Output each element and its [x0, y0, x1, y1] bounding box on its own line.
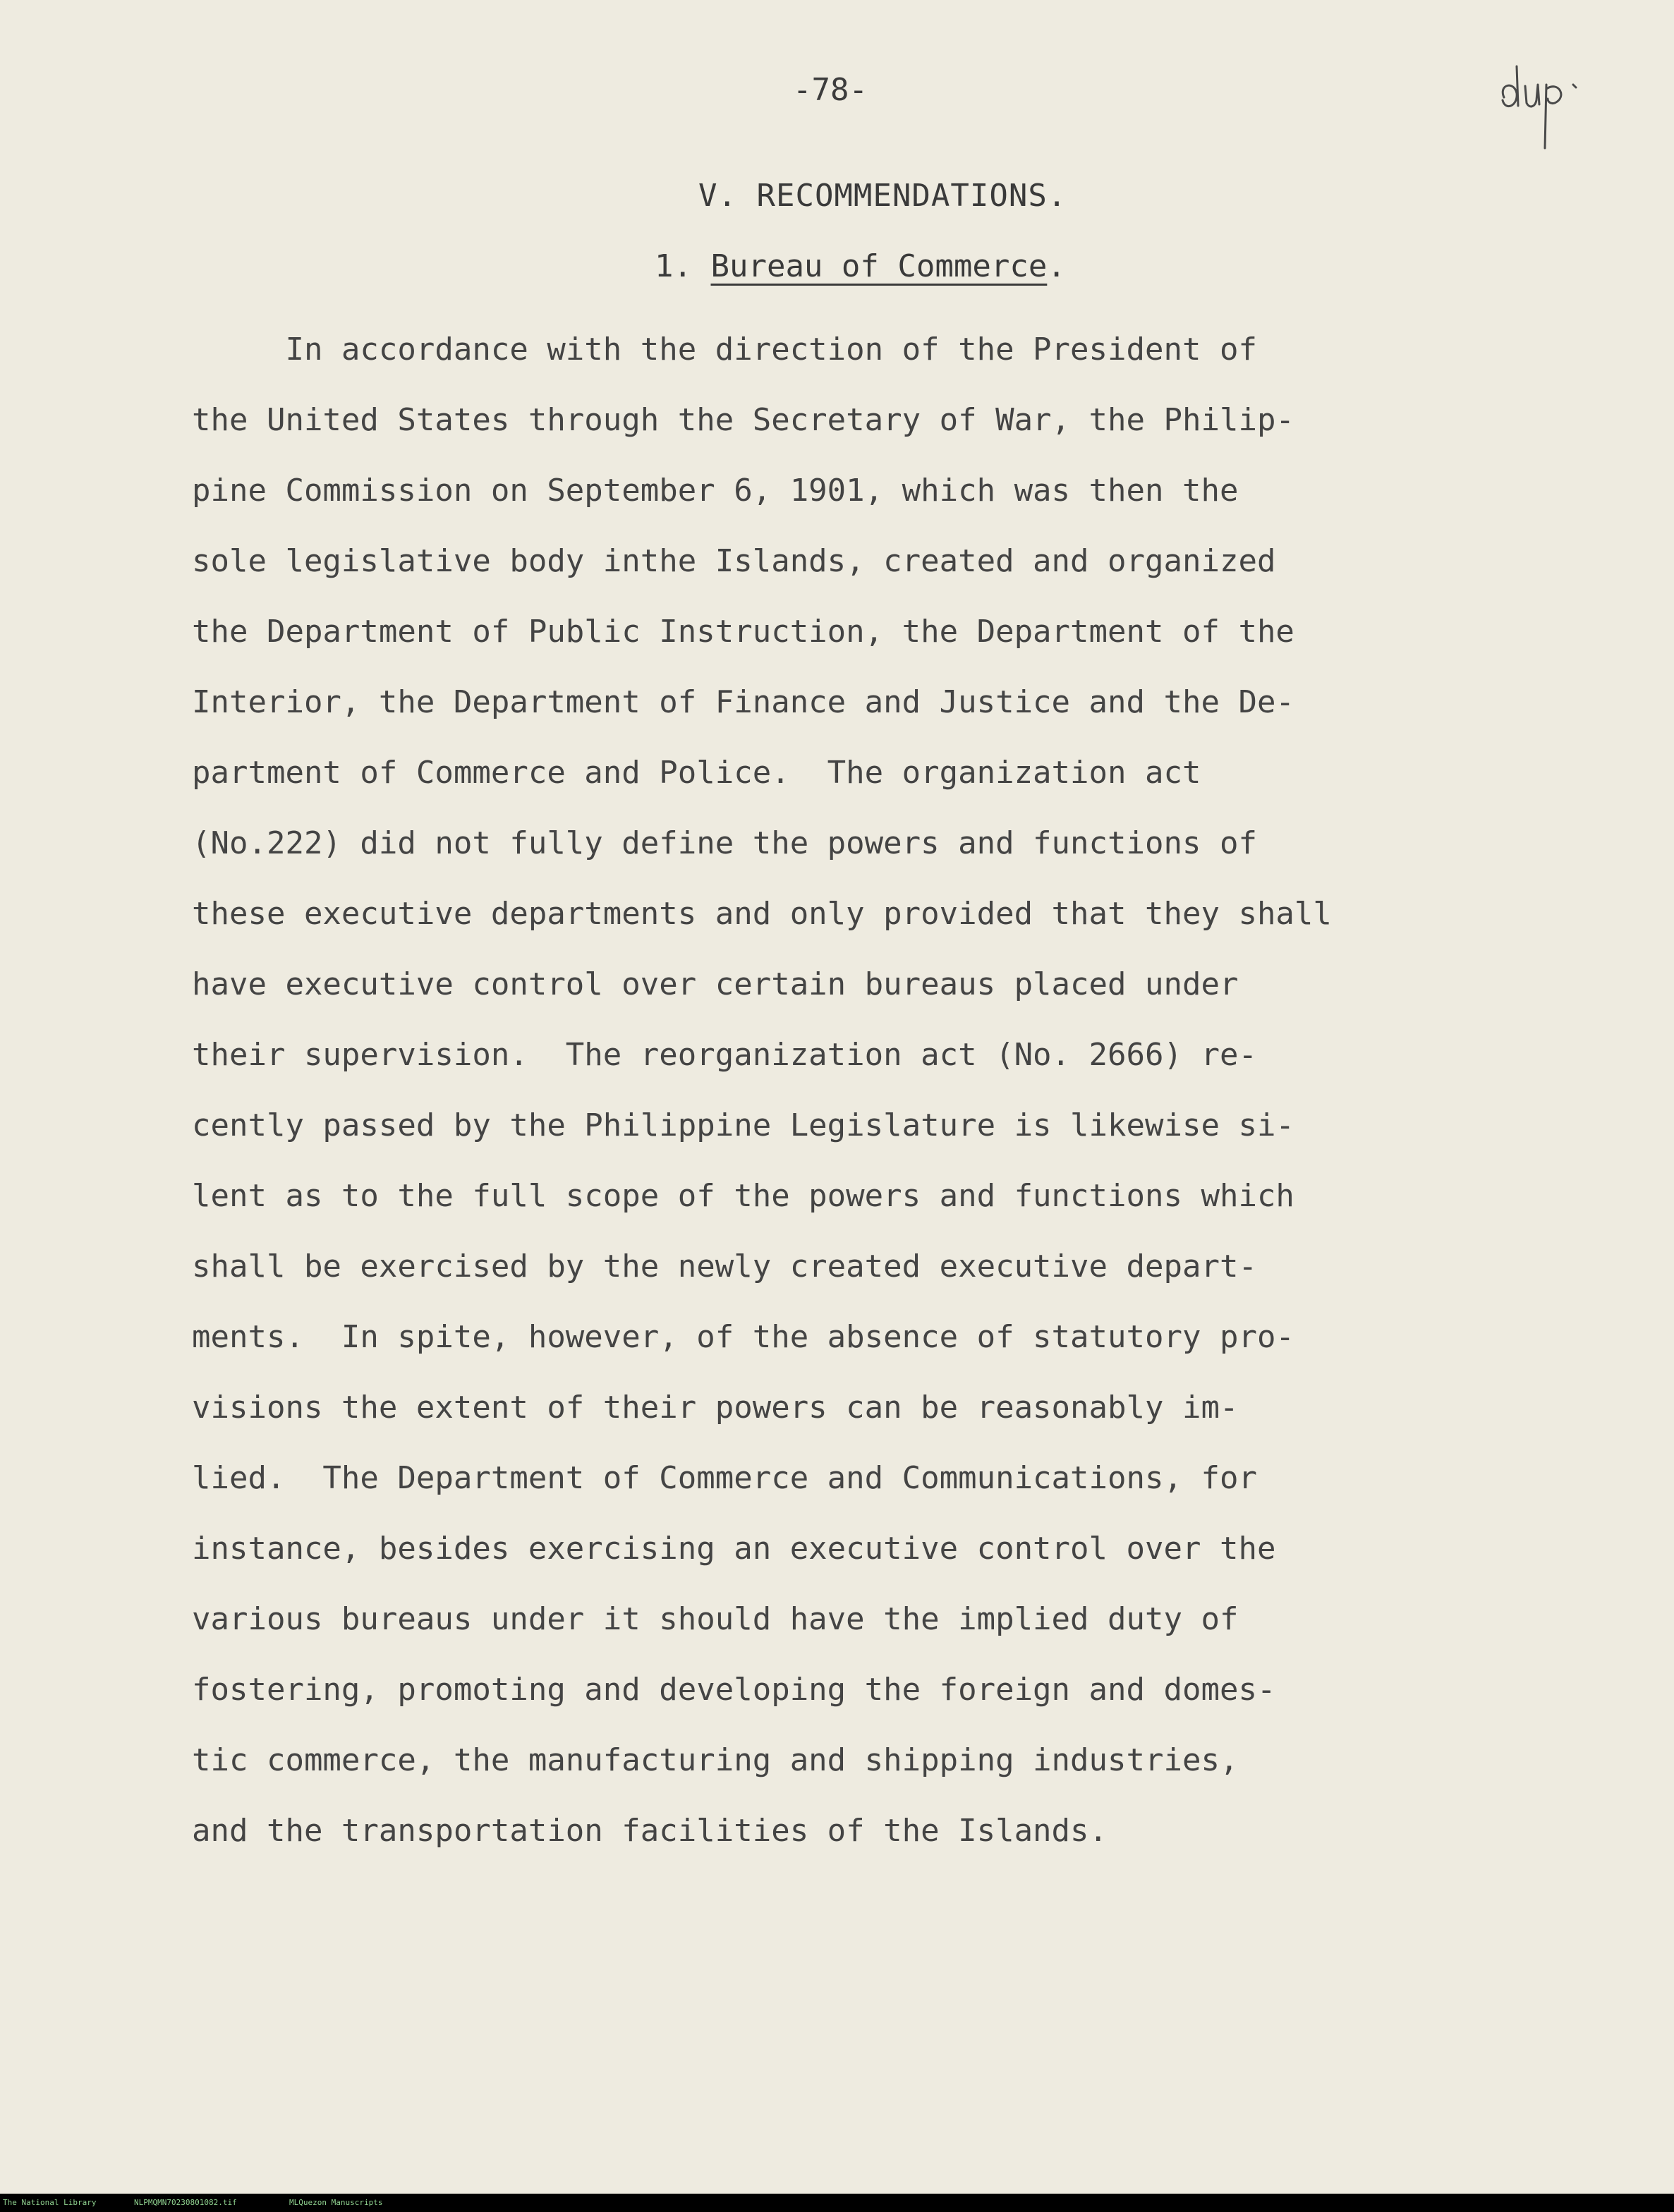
body-line: sole legislative body inthe Islands, created and organized — [192, 543, 1276, 579]
subheading-title: Bureau of Commerce — [710, 248, 1048, 284]
body-line: (No.222) did not fully define the powers and functions of — [192, 825, 1257, 861]
body-line: pine Commission on September 6, 1901, which was then the — [192, 473, 1239, 509]
section-heading: V. RECOMMENDATIONS. — [698, 178, 1067, 214]
page-number: -78- — [793, 72, 868, 108]
body-line: Interior, the Department of Finance and Justice and the De- — [192, 684, 1294, 720]
body-line: In accordance with the direction of the President of — [192, 332, 1257, 367]
body-line: ments. In spite, however, of the absence of statutory pro- — [192, 1319, 1294, 1355]
footer-library: The National Library — [3, 2198, 97, 2207]
body-line: cently passed by the Philippine Legislature is likewise si- — [192, 1107, 1294, 1143]
body-line: have executive control over certain bureaus placed under — [192, 966, 1239, 1002]
body-line: their supervision. The reorganization act (No. 2666) re- — [192, 1037, 1257, 1073]
archive-footer — [0, 2194, 1674, 2212]
body-line: tic commerce, the manufacturing and shipping industries, — [192, 1742, 1239, 1778]
body-line: the Department of Public Instruction, the Department of the — [192, 614, 1294, 650]
footer-file: NLPMQMN70230801082.tif — [134, 2198, 237, 2207]
body-line: partment of Commerce and Police. The organization act — [192, 755, 1201, 791]
body-line: instance, besides exercising an executive control over the — [192, 1531, 1276, 1567]
body-line: and the transportation facilities of the Islands. — [192, 1813, 1108, 1849]
body-line: visions the extent of their powers can be reasonably im- — [192, 1390, 1239, 1426]
footer-collection: MLQuezon Manuscripts — [289, 2198, 383, 2207]
subheading-period: . — [1047, 248, 1066, 284]
subheading-number: 1. — [655, 248, 692, 284]
body-line: these executive departments and only provided that they shall — [192, 896, 1332, 932]
subheading — [655, 248, 1066, 284]
body-line: fostering, promoting and developing the foreign and domes- — [192, 1672, 1276, 1708]
body-paragraph — [192, 315, 1645, 1866]
body-line: lent as to the full scope of the powers and functions which — [192, 1178, 1294, 1214]
handwritten-note — [1488, 56, 1630, 155]
body-line: the United States through the Secretary of War, the Philip- — [192, 402, 1294, 438]
body-line: various bureaus under it should have the implied duty of — [192, 1601, 1239, 1637]
body-line: shall be exercised by the newly created executive depart- — [192, 1248, 1257, 1284]
body-line: lied. The Department of Commerce and Communications, for — [192, 1460, 1257, 1496]
